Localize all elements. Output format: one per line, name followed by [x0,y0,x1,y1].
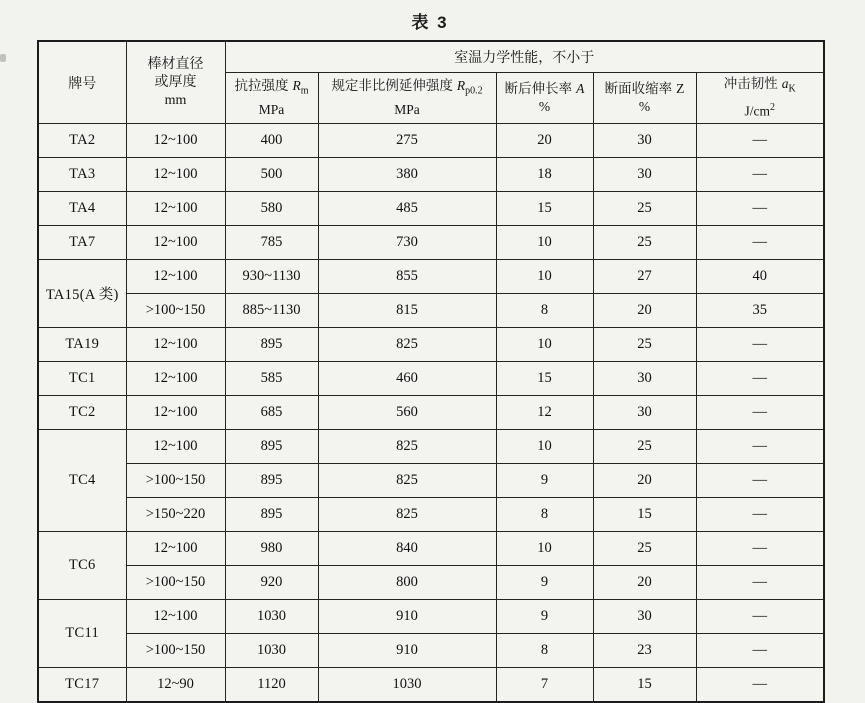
header-reduction-unit: % [638,99,651,114]
header-tensile-label: 抗拉强度 [234,78,289,94]
table-row [38,362,824,396]
elongation-cell: 10 [496,260,593,294]
elongation-cell: 8 [496,294,593,328]
reduction-of-area-cell: 27 [593,260,696,294]
grade-cell: TC17 [38,668,126,703]
tensile-strength-cell: 685 [225,396,318,430]
header-properties-group: 室温力学性能，不小于 [225,41,824,73]
impact-toughness-cell: — [696,464,824,498]
tensile-strength-cell: 1120 [225,668,318,703]
elongation-symbol: A [576,81,585,96]
proof-strength-cell: 910 [318,600,496,634]
table-row [38,498,824,532]
header-size [126,41,225,124]
elongation-cell: 10 [496,328,593,362]
impact-toughness-cell: 35 [696,294,824,328]
proof-strength-cell: 840 [318,532,496,566]
tensile-strength-cell: 1030 [225,634,318,668]
table-body [38,124,824,703]
grade-cell: TA15(A 类) [38,260,126,328]
reduction-of-area-cell: 30 [593,396,696,430]
proof-symbol: R [456,78,466,94]
proof-strength-cell: 825 [318,430,496,464]
tensile-strength-cell: 895 [225,498,318,532]
header-size-line3: mm [164,92,187,108]
header-tensile-strength [225,73,318,124]
header-size-line1: 棒材直径 [147,56,204,72]
impact-toughness-cell: — [696,498,824,532]
size-range-cell: 12~100 [126,226,225,260]
size-range-cell: 12~100 [126,124,225,158]
grade-cell: TA3 [38,158,126,192]
grade-cell: TA7 [38,226,126,260]
reduction-of-area-cell: 30 [593,362,696,396]
elongation-cell: 15 [496,192,593,226]
tensile-strength-cell: 400 [225,124,318,158]
grade-cell: TC4 [38,430,126,532]
header-proof-unit: MPa [394,101,420,117]
elongation-cell: 10 [496,532,593,566]
reduction-of-area-cell: 25 [593,532,696,566]
header-grade: 牌号 [38,41,126,124]
table-row [38,192,824,226]
header-elongation [496,73,593,124]
reduction-of-area-cell: 20 [593,566,696,600]
reduction-of-area-cell: 23 [593,634,696,668]
proof-strength-cell: 1030 [318,668,496,703]
proof-strength-cell: 800 [318,566,496,600]
reduction-of-area-cell: 30 [593,124,696,158]
reduction-symbol: Z [676,81,685,96]
size-range-cell: 12~100 [126,430,225,464]
header-proof-strength [318,73,496,124]
proof-strength-cell: 460 [318,362,496,396]
reduction-of-area-cell: 15 [593,668,696,703]
table-row [38,158,824,192]
impact-toughness-cell: 40 [696,260,824,294]
elongation-cell: 8 [496,498,593,532]
impact-subscript: K [788,84,796,96]
size-range-cell: 12~100 [126,192,225,226]
reduction-of-area-cell: 30 [593,158,696,192]
reduction-of-area-cell: 20 [593,464,696,498]
elongation-cell: 18 [496,158,593,192]
elongation-cell: 9 [496,464,593,498]
reduction-of-area-cell: 15 [593,498,696,532]
elongation-cell: 12 [496,396,593,430]
tensile-strength-cell: 500 [225,158,318,192]
grade-cell: TA2 [38,124,126,158]
impact-toughness-cell: — [696,600,824,634]
proof-strength-cell: 815 [318,294,496,328]
proof-subscript: p0.2 [465,85,483,97]
header-impact-label: 冲击韧性 [723,76,778,92]
proof-strength-cell: 560 [318,396,496,430]
reduction-of-area-cell: 25 [593,328,696,362]
size-range-cell: >100~150 [126,634,225,668]
tensile-strength-cell: 895 [225,430,318,464]
table-row [38,260,824,294]
elongation-cell: 15 [496,362,593,396]
reduction-of-area-cell: 20 [593,294,696,328]
impact-toughness-cell: — [696,362,824,396]
tensile-subscript: m [300,85,309,97]
header-elongation-unit: % [538,99,551,114]
tensile-strength-cell: 585 [225,362,318,396]
tensile-strength-cell: 920 [225,566,318,600]
tensile-strength-cell: 980 [225,532,318,566]
impact-toughness-cell: — [696,124,824,158]
proof-strength-cell: 825 [318,498,496,532]
impact-symbol: a [781,76,789,92]
impact-toughness-cell: — [696,668,824,703]
tensile-strength-cell: 895 [225,464,318,498]
tensile-strength-cell: 785 [225,226,318,260]
tensile-strength-cell: 895 [225,328,318,362]
size-range-cell: >100~150 [126,464,225,498]
size-range-cell: 12~100 [126,396,225,430]
table-row [38,396,824,430]
table-header [38,41,824,124]
header-row-top [38,41,824,73]
impact-toughness-cell: — [696,566,824,600]
header-reduction-of-area [593,73,696,124]
impact-toughness-cell: — [696,158,824,192]
impact-toughness-cell: — [696,532,824,566]
table-row [38,294,824,328]
proof-strength-cell: 275 [318,124,496,158]
grade-cell: TC2 [38,396,126,430]
proof-strength-cell: 485 [318,192,496,226]
elongation-cell: 10 [496,430,593,464]
tensile-strength-cell: 930~1130 [225,260,318,294]
impact-toughness-cell: — [696,430,824,464]
table-row [38,226,824,260]
size-range-cell: 12~100 [126,260,225,294]
size-range-cell: >100~150 [126,294,225,328]
table-row [38,668,824,703]
header-size-line2: 或厚度 [154,74,197,90]
elongation-cell: 8 [496,634,593,668]
table-row [38,600,824,634]
grade-cell: TA19 [38,328,126,362]
header-impact-unit: J/cm [744,103,771,119]
size-range-cell: >100~150 [126,566,225,600]
elongation-cell: 9 [496,566,593,600]
impact-toughness-cell: — [696,396,824,430]
proof-strength-cell: 825 [318,328,496,362]
tensile-symbol: R [292,78,301,94]
size-range-cell: >150~220 [126,498,225,532]
mechanical-properties-table [37,40,825,703]
header-impact-toughness [696,73,824,124]
grade-cell: TA4 [38,192,126,226]
table-row [38,532,824,566]
size-range-cell: 12~100 [126,158,225,192]
header-tensile-unit: MPa [258,101,285,117]
size-range-cell: 12~100 [126,600,225,634]
header-elongation-label: 断后伸长率 [504,81,573,96]
elongation-cell: 9 [496,600,593,634]
reduction-of-area-cell: 25 [593,192,696,226]
proof-strength-cell: 855 [318,260,496,294]
impact-unit-superscript: 2 [770,102,776,114]
impact-toughness-cell: — [696,328,824,362]
table-row [38,328,824,362]
tensile-strength-cell: 885~1130 [225,294,318,328]
proof-strength-cell: 910 [318,634,496,668]
grade-cell: TC1 [38,362,126,396]
reduction-of-area-cell: 25 [593,430,696,464]
proof-strength-cell: 380 [318,158,496,192]
impact-toughness-cell: — [696,192,824,226]
header-reduction-label: 断面收缩率 [604,81,673,96]
header-proof-label: 规定非比例延伸强度 [331,78,453,94]
scan-artifact [0,54,6,62]
grade-cell: TC6 [38,532,126,600]
table-row [38,124,824,158]
grade-cell: TC11 [38,600,126,668]
size-range-cell: 12~100 [126,362,225,396]
table-row [38,566,824,600]
table-title: 表 3 [411,13,449,32]
size-range-cell: 12~100 [126,532,225,566]
reduction-of-area-cell: 25 [593,226,696,260]
proof-strength-cell: 825 [318,464,496,498]
elongation-cell: 7 [496,668,593,703]
impact-toughness-cell: — [696,226,824,260]
elongation-cell: 10 [496,226,593,260]
tensile-strength-cell: 580 [225,192,318,226]
reduction-of-area-cell: 30 [593,600,696,634]
tensile-strength-cell: 1030 [225,600,318,634]
table-row [38,464,824,498]
elongation-cell: 20 [496,124,593,158]
table-row [38,430,824,464]
size-range-cell: 12~100 [126,328,225,362]
table-row [38,634,824,668]
proof-strength-cell: 730 [318,226,496,260]
impact-toughness-cell: — [696,634,824,668]
size-range-cell: 12~90 [126,668,225,703]
